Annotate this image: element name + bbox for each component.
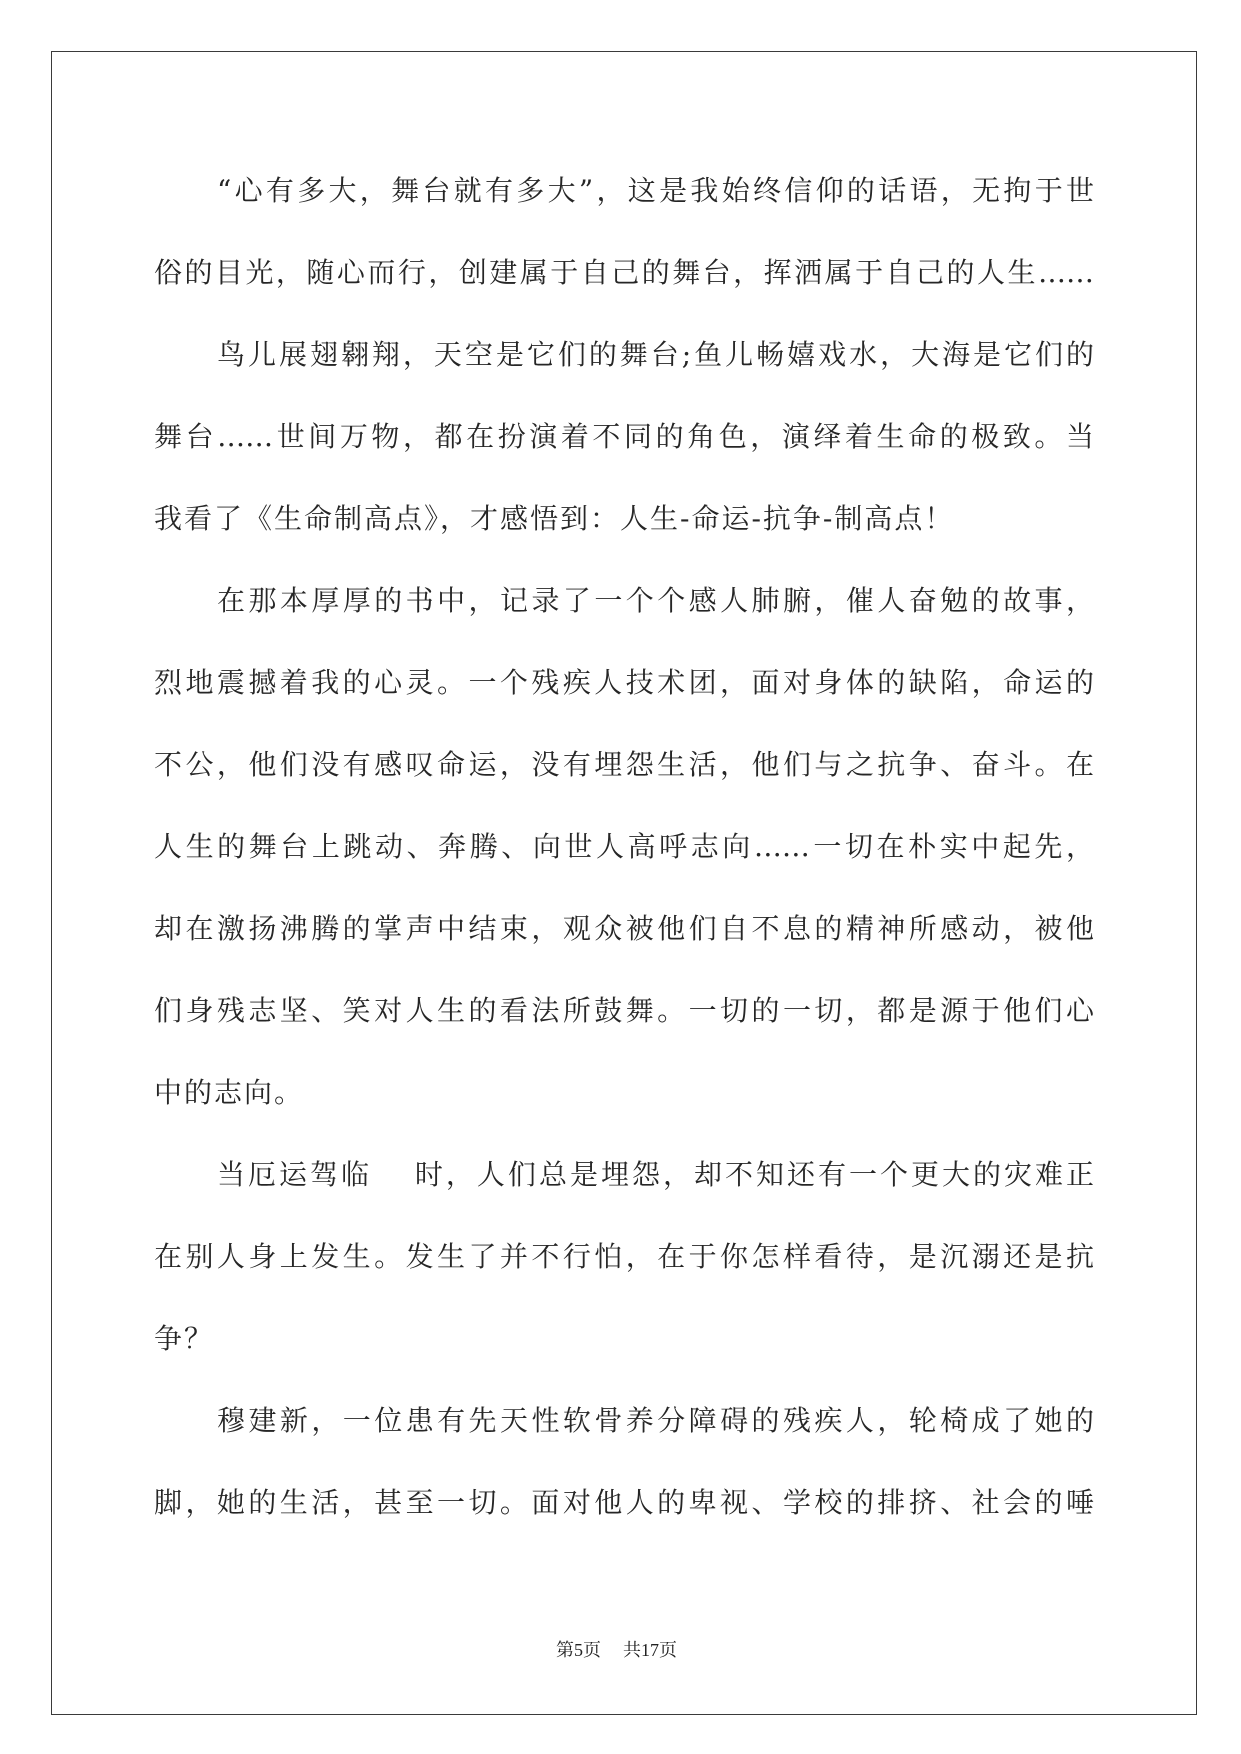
paragraph bbox=[154, 560, 1094, 1134]
paragraph bbox=[154, 1380, 1094, 1544]
text-line: 烈地震撼着我的心灵。一个残疾人技术团，面对身体的缺陷，命运的 bbox=[154, 666, 1094, 699]
paragraph bbox=[154, 150, 1094, 314]
document-body bbox=[154, 150, 1094, 1544]
text-line: 鸟儿展翅翱翔，天空是它们的舞台;鱼儿畅嬉戏水，大海是它们的 bbox=[217, 338, 1094, 371]
text-line: 脚，她的生活，甚至一切。面对他人的卑视、学校的排挤、社会的唾 bbox=[154, 1486, 1094, 1519]
page-total: 共17页 bbox=[623, 1640, 677, 1660]
text-line: 中的志向。 bbox=[154, 1076, 305, 1109]
text-line: 俗的目光，随心而行，创建属于自己的舞台，挥洒属于自己的人生…… bbox=[154, 256, 1094, 289]
text-line: “心有多大，舞台就有多大”，这是我始终信仰的话语，无拘于世 bbox=[217, 174, 1094, 207]
text-line: 当厄运驾临 时，人们总是埋怨，却不知还有一个更大的灾难正 bbox=[217, 1158, 1094, 1191]
page-number: 第5页 bbox=[556, 1640, 601, 1660]
page-footer bbox=[556, 1638, 677, 1662]
text-line: 人生的舞台上跳动、奔腾、向世人高呼志向……一切在朴实中起先， bbox=[154, 830, 1094, 863]
text-line: 在别人身上发生。发生了并不行怕，在于你怎样看待，是沉溺还是抗 bbox=[154, 1240, 1094, 1273]
paragraph bbox=[154, 1134, 1094, 1380]
text-line: 在那本厚厚的书中，记录了一个个感人肺腑，催人奋勉的故事， bbox=[217, 584, 1094, 617]
text-line: 不公，他们没有感叹命运，没有埋怨生活，他们与之抗争、奋斗。在 bbox=[154, 748, 1094, 781]
paragraph bbox=[154, 314, 1094, 560]
text-line: 们身残志坚、笑对人生的看法所鼓舞。一切的一切，都是源于他们心 bbox=[154, 994, 1094, 1027]
text-line: 舞台……世间万物，都在扮演着不同的角色，演绎着生命的极致。当 bbox=[154, 420, 1094, 453]
text-line: 争？ bbox=[154, 1322, 215, 1355]
text-line: 我看了《生命制高点》，才感悟到：人生-命运-抗争-制高点！ bbox=[154, 502, 955, 535]
text-line: 穆建新，一位患有先天性软骨养分障碍的残疾人，轮椅成了她的 bbox=[217, 1404, 1094, 1437]
text-line: 却在激扬沸腾的掌声中结束，观众被他们自不息的精神所感动，被他 bbox=[154, 912, 1094, 945]
